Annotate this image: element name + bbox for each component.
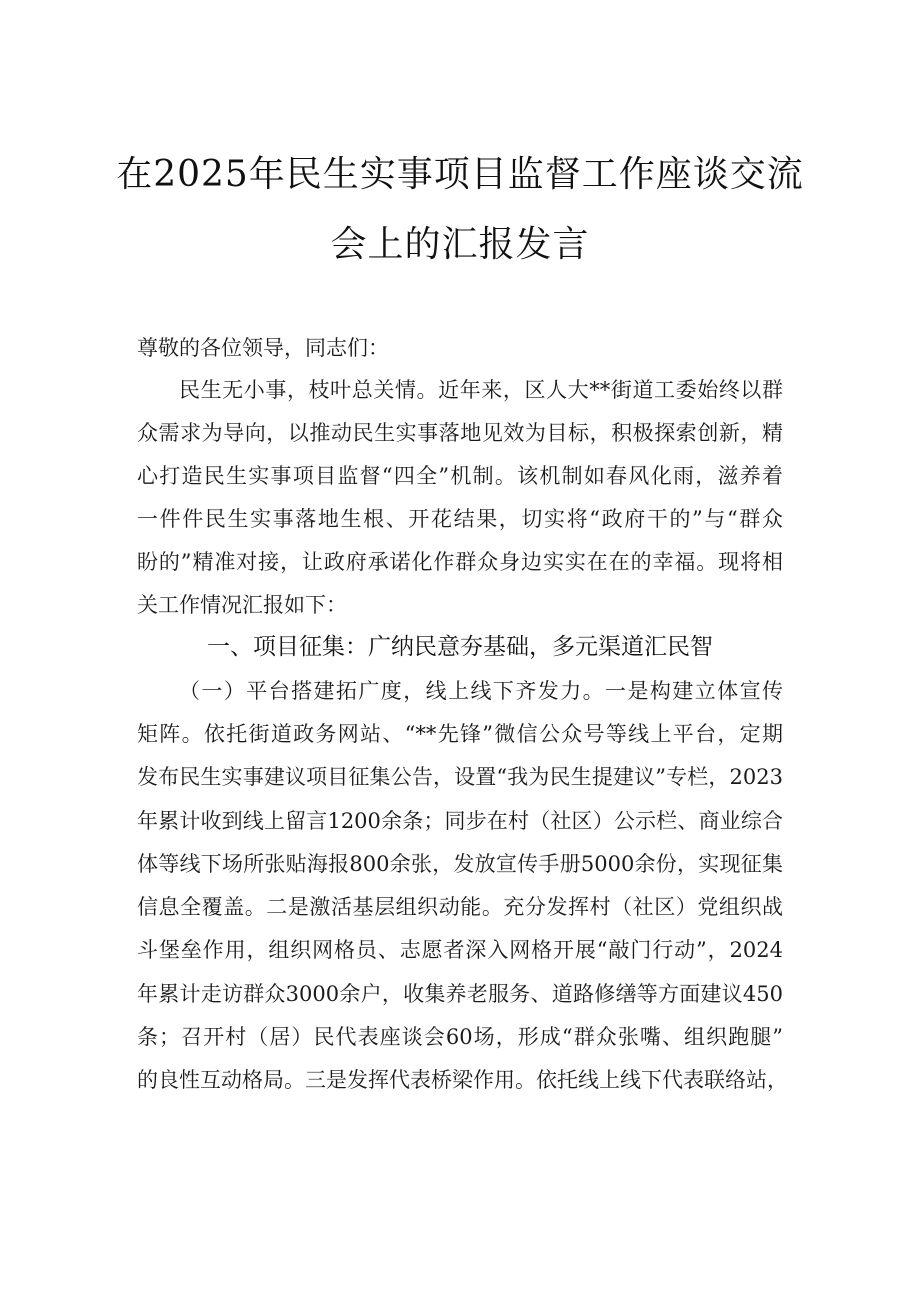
section-paragraph-line: 体等线下场所张贴海报800余张，发放宣传手册5000余份，实现征集	[137, 852, 783, 876]
section-paragraph-line: 条；召开村（居）民代表座谈会60场，形成“群众张嘴、组织跑腿”	[137, 1025, 783, 1049]
salutation: 尊敬的各位领导，同志们：	[137, 336, 389, 360]
document-title-line-2: 会上的汇报发言	[330, 224, 590, 265]
section-paragraph-line: 年累计走访群众3000余户，收集养老服务、道路修缮等方面建议450	[137, 982, 783, 1006]
section-paragraph-line: 年累计收到线上留言1200余条；同步在村（社区）公示栏、商业综合	[137, 809, 783, 833]
section-paragraph-line: 斗堡垒作用，组织网格员、志愿者深入网格开展“敲门行动”，2024	[137, 938, 783, 962]
section-paragraph-line: 发布民生实事建议项目征集公告，设置“我为民生提建议”专栏，2023	[137, 765, 783, 789]
document-title-line-1: 在2025年民生实事项目监督工作座谈交流	[116, 154, 804, 195]
intro-paragraph-line: 众需求为导向，以推动民生实事落地见效为目标，积极探索创新，精	[137, 421, 783, 445]
intro-paragraph-line: 一件件民生实事落地生根、开花结果，切实将“政府干的”与“群众	[137, 507, 783, 531]
intro-paragraph-line: 盼的”精准对接，让政府承诺化作群众身边实实在在的幸福。现将相	[137, 550, 783, 574]
section-paragraph-line: 矩阵。依托街道政务网站、“**先锋”微信公众号等线上平台，定期	[137, 722, 783, 746]
intro-paragraph-line: 关工作情况汇报如下：	[137, 593, 347, 617]
section-paragraph-line: 的良性互动格局。三是发挥代表桥梁作用。依托线上线下代表联络站，	[137, 1068, 788, 1092]
intro-paragraph-line: 民生无小事，枝叶总关情。近年来，区人大**街道工委始终以群	[179, 378, 783, 402]
section-paragraph-line: （一）平台搭建拓广度，线上线下齐发力。一是构建立体宣传	[179, 679, 783, 703]
intro-paragraph-line: 心打造民生实事项目监督“四全”机制。该机制如春风化雨，滋养着	[137, 464, 783, 488]
section-paragraph-line: 信息全覆盖。二是激活基层组织动能。充分发挥村（社区）党组织战	[137, 895, 783, 919]
section-heading: 一、项目征集：广纳民意夯基础，多元渠道汇民智	[207, 634, 713, 660]
